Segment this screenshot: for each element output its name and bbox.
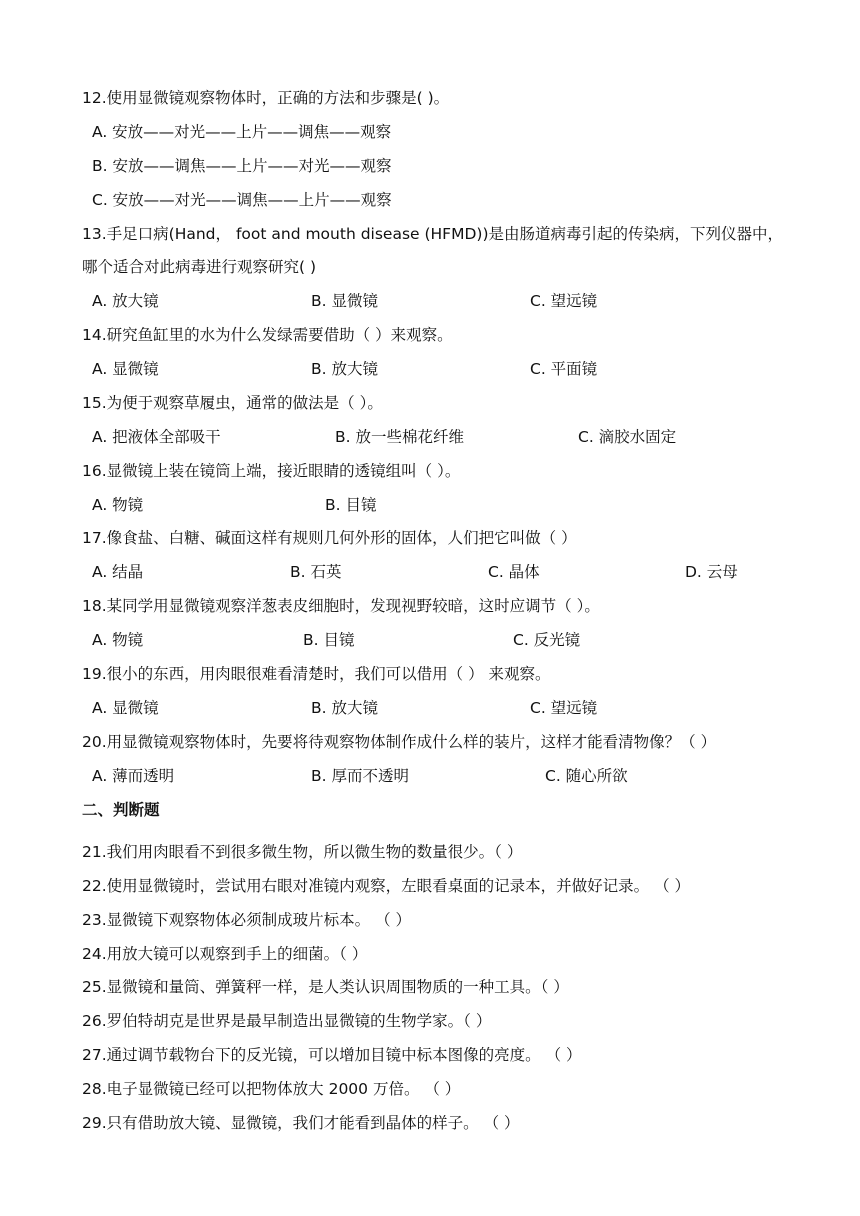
judge-item-24: 24.用放大镜可以观察到手上的细菌。（ ）: [82, 945, 368, 963]
judge-item-25: 25.显微镜和量筒、弹簧秤一样，是人类认识周围物质的一种工具。（ ）: [82, 978, 569, 996]
question-15-option-a: A. 把液体全部吸干: [92, 428, 221, 446]
question-16-option-b: B. 目镜: [325, 496, 377, 514]
question-17-option-d: D. 云母: [685, 563, 738, 581]
question-12-option-b: B. 安放——调焦——上片——对光——观察: [92, 157, 392, 175]
question-19-option-b: B. 放大镜: [311, 699, 378, 717]
question-18-option-c: C. 反光镜: [513, 631, 581, 649]
question-17-option-c: C. 晶体: [488, 563, 540, 581]
question-18-stem: 18.某同学用显微镜观察洋葱表皮细胞时，发现视野较暗，这时应调节（ ）。: [82, 597, 600, 615]
question-20-option-b: B. 厚而不透明: [311, 767, 409, 785]
question-19-option-c: C. 望远镜: [530, 699, 598, 717]
judge-item-22: 22.使用显微镜时，尝试用右眼对准镜内观察，左眼看桌面的记录本，并做好记录。 （ ）: [82, 877, 691, 895]
question-19-option-a: A. 显微镜: [92, 699, 159, 717]
question-17-option-b: B. 石英: [290, 563, 342, 581]
question-20-option-c: C. 随心所欲: [545, 767, 628, 785]
question-20-stem: 20.用显微镜观察物体时，先要将待观察物体制作成什么样的装片，这样才能看清物像？（ ）: [82, 733, 717, 751]
question-17-option-a: A. 结晶: [92, 563, 144, 581]
question-14-option-c: C. 平面镜: [530, 360, 598, 378]
question-15-option-b: B. 放一些棉花纤维: [335, 428, 464, 446]
question-17-stem: 17.像食盐、白糖、碱面这样有规则几何外形的固体，人们把它叫做（ ）: [82, 529, 577, 547]
judge-item-27: 27.通过调节载物台下的反光镜，可以增加目镜中标本图像的亮度。 （ ）: [82, 1046, 582, 1064]
judge-item-23: 23.显微镜下观察物体必须制成玻片标本。 （ ）: [82, 911, 412, 929]
question-14-option-b: B. 放大镜: [311, 360, 378, 378]
question-13-stem-line1: 13.手足口病(Hand， foot and mouth disease (HFMD))是由肠道病毒引起的传染病，下列仪器中，: [82, 225, 784, 243]
question-12-option-a: A. 安放——对光——上片——调焦——观察: [92, 123, 392, 141]
question-13-option-b: B. 显微镜: [311, 292, 378, 310]
judge-item-29: 29.只有借助放大镜、显微镜，我们才能看到晶体的样子。 （ ）: [82, 1114, 520, 1132]
judge-item-26: 26.罗伯特胡克是世界是最早制造出显微镜的生物学家。（ ）: [82, 1012, 492, 1030]
section-heading-true-false: 二、判断题: [82, 801, 160, 819]
question-14-stem: 14.研究鱼缸里的水为什么发绿需要借助（ ）来观察。: [82, 326, 453, 344]
question-15-option-c: C. 滴胶水固定: [578, 428, 677, 446]
question-19-stem: 19.很小的东西，用肉眼很难看清楚时，我们可以借用（ ） 来观察。: [82, 665, 551, 683]
question-18-option-a: A. 物镜: [92, 631, 144, 649]
question-13-stem-line2: 哪个适合对此病毒进行观察研究( ): [82, 258, 317, 276]
judge-item-21: 21.我们用肉眼看不到很多微生物，所以微生物的数量很少。（ ）: [82, 843, 523, 861]
judge-item-28: 28.电子显微镜已经可以把物体放大 2000 万倍。 （ ）: [82, 1080, 461, 1098]
question-16-stem: 16.显微镜上装在镜筒上端，接近眼睛的透镜组叫（ ）。: [82, 462, 461, 480]
question-14-option-a: A. 显微镜: [92, 360, 159, 378]
question-12-stem: 12.使用显微镜观察物体时，正确的方法和步骤是( )。: [82, 89, 450, 107]
question-16-option-a: A. 物镜: [92, 496, 144, 514]
question-20-option-a: A. 薄而透明: [92, 767, 175, 785]
question-18-option-b: B. 目镜: [303, 631, 355, 649]
question-13-option-c: C. 望远镜: [530, 292, 598, 310]
question-15-stem: 15.为便于观察草履虫，通常的做法是（ ）。: [82, 394, 383, 412]
question-13-option-a: A. 放大镜: [92, 292, 159, 310]
question-12-option-c: C. 安放——对光——调焦——上片——观察: [92, 191, 392, 209]
